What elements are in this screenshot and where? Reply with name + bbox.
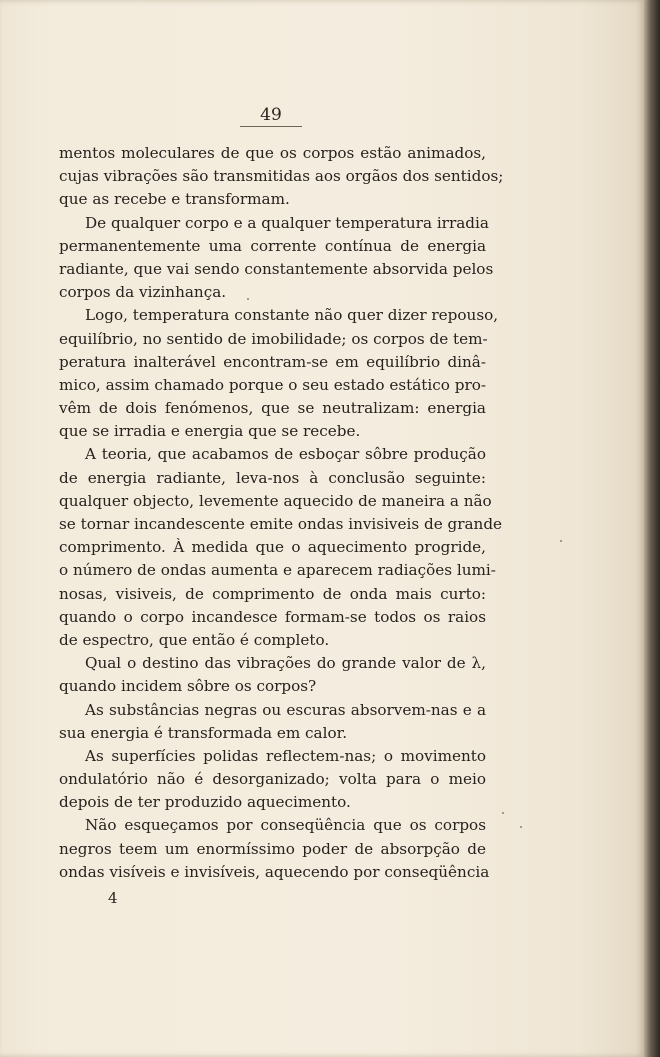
text-line: ondas visíveis e invisíveis, aquecendo por conseqüência bbox=[59, 862, 490, 881]
text-line: cujas vibrações são transmitidas aos orgãos dos sentidos; bbox=[59, 167, 504, 186]
paper-speck bbox=[502, 812, 504, 814]
text-line: vêm de dois fenómenos, que se neutralizam: energia bbox=[59, 399, 486, 418]
paper-speck bbox=[560, 540, 562, 542]
text-line: ondulatório não é desorganizado; volta para o meio bbox=[59, 770, 486, 789]
body-text bbox=[59, 142, 504, 884]
text-line: de espectro, que então é completo. bbox=[59, 630, 330, 649]
text-line: negros teem um enormíssimo poder de absorpção de bbox=[59, 839, 486, 858]
text-line: que se irradia e energia que se recebe. bbox=[59, 422, 361, 441]
text-line: depois de ter produzido aquecimento. bbox=[59, 793, 351, 812]
text-line: quando o corpo incandesce formam-se todos os raios bbox=[59, 607, 486, 626]
page-number: 49 bbox=[240, 104, 302, 127]
text-line: nosas, visiveis, de comprimento de onda mais curto: bbox=[59, 584, 486, 603]
text-line: sua energia é transformada em calor. bbox=[59, 723, 348, 742]
text-line: Logo, temperatura constante não quer dizer repouso, bbox=[85, 306, 499, 325]
text-line: se tornar incandescente emite ondas invisiveis de grande bbox=[59, 515, 503, 533]
text-line: De qualquer corpo e a qualquer temperatura irradia bbox=[85, 213, 489, 232]
page-binding-edge bbox=[644, 0, 660, 1057]
text-line: Não esqueçamos por conseqüência que os corpos bbox=[85, 816, 486, 835]
text-line: As superfícies polidas reflectem-nas; o movimento bbox=[85, 746, 486, 765]
text-line: equilíbrio, no sentido de imobilidade; os corpos de tem- bbox=[59, 329, 488, 348]
text-line: permanentemente uma corrente contínua de energia bbox=[59, 236, 486, 255]
text-line: corpos da vizinhança. bbox=[59, 283, 227, 302]
text-line: comprimento. À medida que o aquecimento progride, bbox=[59, 538, 486, 557]
text-line: A teoria, que acabamos de esboçar sôbre produção bbox=[85, 445, 486, 464]
text-line: que as recebe e transformam. bbox=[59, 190, 290, 209]
text-line: de energia radiante, leva-nos à conclusão seguinte: bbox=[59, 468, 486, 487]
text-line: quando incidem sôbre os corpos? bbox=[59, 677, 317, 696]
text-line: o número de ondas aumenta e aparecem radiações lumi- bbox=[59, 561, 496, 580]
paper-speck bbox=[247, 298, 249, 300]
text-line: mico, assim chamado porque o seu estado estático pro- bbox=[59, 375, 486, 394]
text-line: radiante, que vai sendo constantemente absorvida pelos bbox=[59, 259, 494, 278]
text-line: qualquer objecto, levemente aquecido de maneira a não bbox=[59, 491, 492, 510]
signature-mark: 4 bbox=[108, 889, 118, 907]
paper-speck bbox=[520, 826, 522, 828]
text-line: mentos moleculares de que os corpos estão animados, bbox=[59, 144, 486, 162]
text-line: As substâncias negras ou escuras absorvem-nas e a bbox=[85, 700, 486, 719]
text-line: peratura inalterável encontram-se em equilíbrio dinâ- bbox=[59, 352, 486, 371]
text-line: Qual o destino das vibrações do grande valor de λ, bbox=[85, 654, 486, 673]
